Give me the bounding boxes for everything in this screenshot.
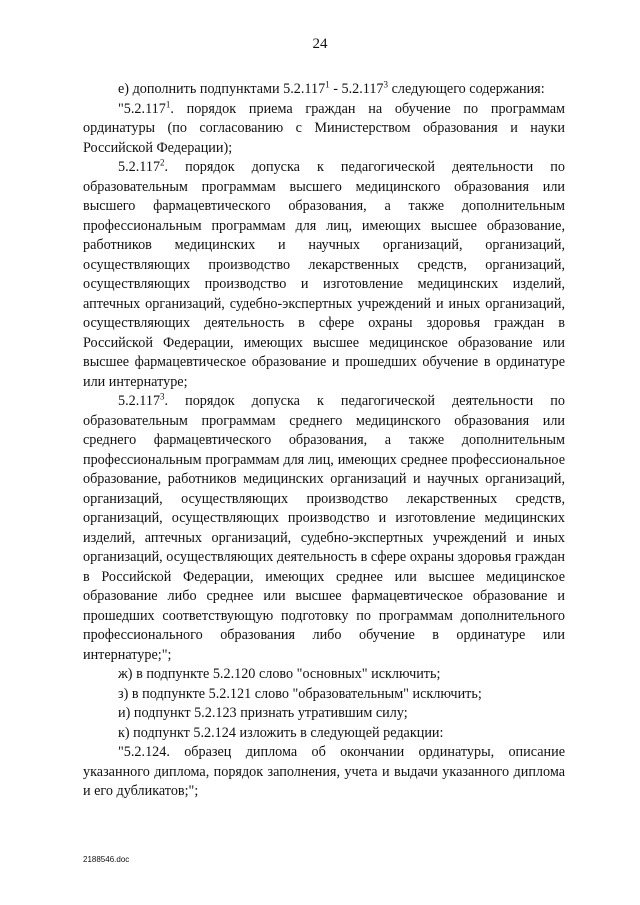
- item-e: [83, 80, 565, 100]
- item-i: и) подпункт 5.2.123 признать утратившим силу;: [118, 705, 408, 721]
- item-e-part-c: следующего содержания:: [388, 81, 545, 97]
- subpoint-5-2-124: "5.2.124. образец диплома об окончании ординатуры, описание указанного диплома, порядок заполнения, учета и выдачи указанного диплома и его дубликатов;";: [83, 744, 565, 799]
- subpoint-5-2-117-3: [83, 392, 565, 665]
- document-body: [83, 80, 565, 802]
- subpoint-5-2-117-1: [83, 100, 565, 159]
- subpoint-number: 5.2.117: [118, 159, 161, 175]
- item-e-part-b: - 5.2.117: [329, 81, 384, 97]
- item-e-sup-1: 1: [325, 79, 330, 90]
- item-e-part-a: е) дополнить подпунктами 5.2.117: [118, 81, 326, 97]
- item-e-sup-2: 3: [383, 79, 389, 90]
- subpoint-text: . порядок приема граждан на обучение по программам ординатуры (по согласованию с Министерством образования и науки Российской Федерации);: [83, 100, 565, 156]
- subpoint-sup: 3: [160, 391, 165, 402]
- subpoint-text: . порядок допуска к педагогической деятельности по образовательным программам высшего медицинского образования или высшего фармацевтического образования, а также дополнительным профессиональным программам для лиц, имеющих высшее образование, работников медицинских и научных организаций, организаций, осуществляющих производство лекарственных средств, организаций, осуществляющих производство и изготовление медицинских изделий, аптечных организаций, судебно-экспертных учреждений и иных организаций, осуществляющих деятельность в сфере охраны здоровья граждан в Российской Федерации, имеющих высшее медицинское образование или высшее фармацевтическое образование и прошедших обучение в ординатуре или интернатуре;: [83, 159, 565, 390]
- subpoint-number: "5.2.117: [118, 100, 166, 117]
- subpoint-sup: 2: [160, 157, 165, 168]
- subpoint-5-2-117-2: [83, 158, 565, 392]
- subpoint-number: 5.2.117: [118, 393, 161, 409]
- subpoint-text: . порядок допуска к педагогической деятельности по образовательным программам среднего медицинского образования или среднего фармацевтического образования, а также дополнительным профессиональным программам для лиц, имеющих среднее профессиональное образование, работников медицинских организаций и научных организаций, организаций, осуществляющих производство лекарственных средств, организаций, осуществляющих производство и изготовление медицинских изделий, аптечных организаций, судебно-экспертных учреждений и иных организаций, осуществляющих деятельность в сфере охраны здоровья граждан в Российской Федерации, имеющих среднее или высшее медицинское образование либо среднее или высшее фармацевтическое образование и прошедших соответствующую подготовку по программам дополнительного профессионального образования либо обучение в ординатуре или интернатуре;";: [83, 393, 565, 663]
- item-zh: ж) в подпункте 5.2.120 слово "основных" исключить;: [118, 666, 441, 682]
- page-number: 24: [312, 36, 328, 52]
- file-name-footer: 2188546.doc: [83, 855, 130, 864]
- item-k: к) подпункт 5.2.124 изложить в следующей редакции:: [118, 724, 444, 741]
- item-z: з) в подпункте 5.2.121 слово "образовательным" исключить;: [118, 685, 482, 702]
- subpoint-sup: 1: [165, 98, 171, 109]
